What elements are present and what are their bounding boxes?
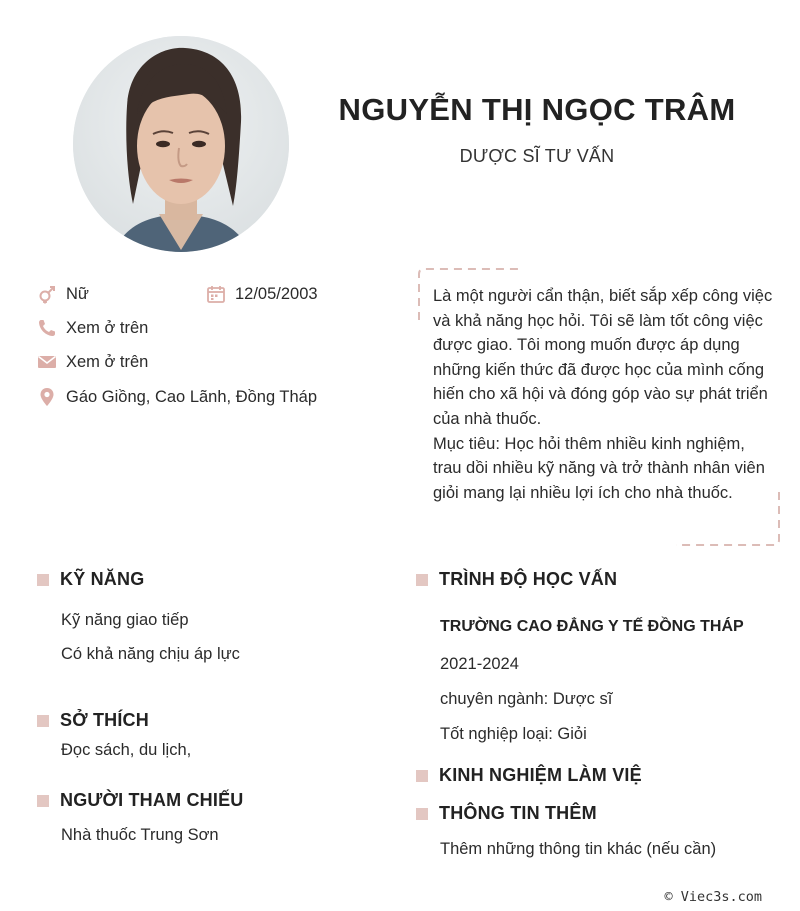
section-marker (416, 808, 428, 820)
skill-item: Có khả năng chịu áp lực (61, 645, 240, 663)
references-title: NGƯỜI THAM CHIẾU (60, 790, 244, 810)
hobbies-title: SỞ THÍCH (60, 710, 149, 730)
skills-title: KỸ NĂNG (60, 569, 145, 589)
birthday-row (206, 284, 318, 304)
avatar-portrait (73, 36, 289, 252)
section-marker (37, 715, 49, 727)
hobbies-text: Đọc sách, du lịch, (61, 741, 192, 759)
phone-row (37, 318, 148, 338)
envelope-icon (37, 352, 57, 372)
extra-info-text: Thêm những thông tin khác (nếu cần) (440, 840, 717, 858)
birthday-value: 12/05/2003 (235, 284, 318, 303)
references-heading (37, 790, 243, 811)
education-heading (416, 569, 617, 590)
education-major: chuyên ngành: Dược sĩ (440, 690, 613, 708)
extra-info-title: THÔNG TIN THÊM (439, 803, 597, 823)
calendar-icon (206, 284, 226, 304)
extra-info-heading (416, 803, 597, 824)
gender-row (37, 284, 89, 304)
summary-objective: Mục tiêu: Học hỏi thêm nhiều kinh nghiệm, trau dồi nhiều kỹ năng và trở thành nhân viên giỏi mang lại nhiều lợi ích cho nhà thuốc. (433, 434, 765, 502)
section-marker (416, 574, 428, 586)
email-value: Xem ở trên (66, 352, 149, 371)
gender-value: Nữ (66, 284, 89, 303)
experience-title: KINH NGHIỆM LÀM VIỆ (439, 765, 642, 785)
section-marker (37, 795, 49, 807)
address-value: Gáo Giồng, Cao Lãnh, Đồng Tháp (66, 387, 318, 406)
education-title: TRÌNH ĐỘ HỌC VẤN (439, 569, 618, 589)
phone-value: Xem ở trên (66, 318, 149, 337)
education-period: 2021-2024 (440, 655, 519, 673)
summary-paragraph: Là một người cẩn thận, biết sắp xếp công việc và khả năng học hỏi. Tôi sẽ làm tốt công việc được giao. Tôi mong muốn được áp dụng những kiến thức đã được học của mình cống hiến cho xã hội và đóng góp vào sự phát triển của nhà thuốc. (433, 287, 773, 428)
education-grade: Tốt nghiệp loại: Giỏi (440, 725, 587, 743)
skill-item: Kỹ năng giao tiếp (61, 611, 189, 629)
phone-icon (37, 318, 57, 338)
copyright-footer: © Viec3s.com (664, 889, 762, 905)
candidate-name: NGUYỄN THỊ NGỌC TRÂM (338, 92, 736, 127)
section-marker (37, 574, 49, 586)
address-row (37, 387, 317, 407)
map-pin-icon (37, 387, 57, 407)
avatar (73, 36, 289, 252)
section-marker (416, 770, 428, 782)
email-row (37, 352, 148, 372)
gender-icon (37, 284, 57, 304)
references-text: Nhà thuốc Trung Sơn (61, 826, 219, 844)
job-title: DƯỢC SĨ TƯ VẤN (459, 146, 615, 166)
school-name: TRƯỜNG CAO ĐẲNG Y TẾ ĐỒNG THÁP (440, 618, 744, 635)
experience-heading (416, 765, 642, 786)
career-summary (433, 284, 773, 505)
hobbies-heading (37, 710, 149, 731)
skills-heading (37, 569, 144, 590)
